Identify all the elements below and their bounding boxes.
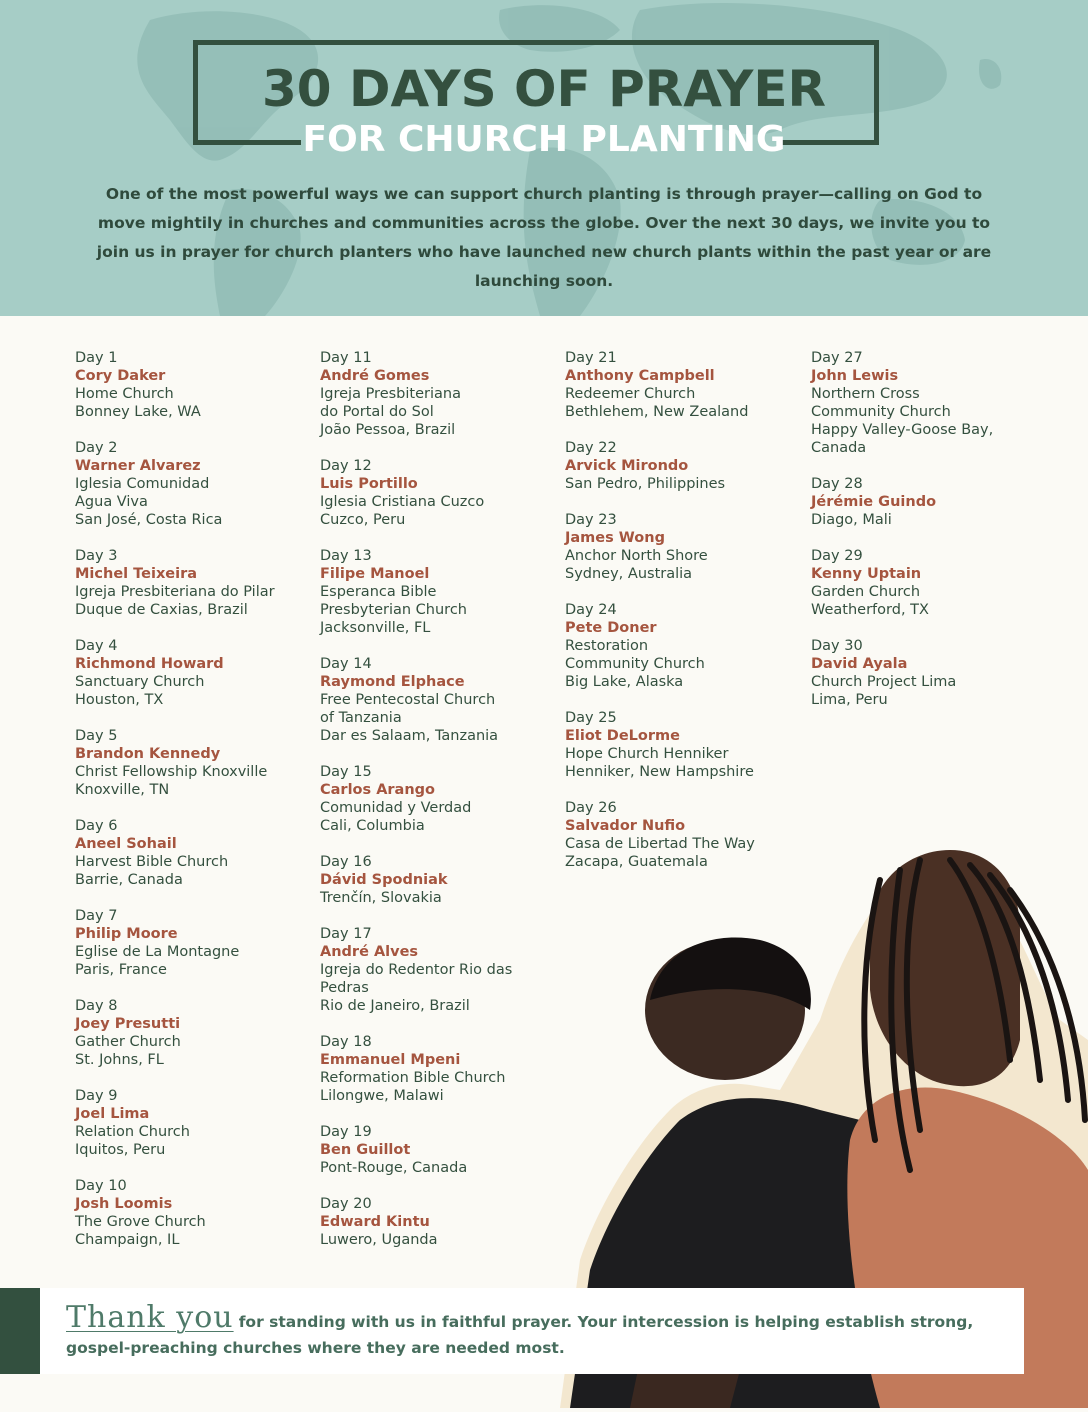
church-location: Pont-Rouge, Canada [320,1160,468,1176]
prayer-entry [811,349,1051,457]
church-name: Presbyterian Church [320,602,467,618]
prayer-day-label: Day 3 [75,548,118,564]
prayer-entry [320,457,560,529]
page-subtitle: FOR CHURCH PLANTING [302,119,786,160]
prayer-entry [75,907,315,979]
planter-name: Anthony Campbell [565,368,715,384]
planter-name: Joel Lima [75,1106,150,1122]
prayer-column-4 [811,349,1051,727]
prayer-day-label: Day 17 [320,926,372,942]
prayer-day-label: Day 8 [75,998,118,1014]
prayer-entry [565,439,805,493]
thanks-message: for standing with us in faithful prayer. Your intercession is helping establish strong, gospel-preaching churches where they are needed most. [66,1313,974,1357]
prayer-column-3 [565,349,805,889]
prayer-entry [75,349,315,421]
church-location: Weatherford, TX [811,602,929,618]
church-name: Redeemer Church [565,386,696,402]
prayer-entry [811,547,1051,619]
church-location: Zacapa, Guatemala [565,854,708,870]
church-name: Community Church [811,404,951,420]
church-name: Iglesia Cristiana Cuzco [320,494,485,510]
prayer-entry [75,817,315,889]
planter-name: Ben Guillot [320,1142,411,1158]
planter-name: Aneel Sohail [75,836,177,852]
church-location: Rio de Janeiro, Brazil [320,998,470,1014]
planter-name: Warner Alvarez [75,458,201,474]
prayer-column-1 [75,349,315,1267]
prayer-day-label: Day 19 [320,1124,372,1140]
prayer-entry [75,727,315,799]
church-location: Cali, Columbia [320,818,425,834]
church-name: Restoration [565,638,649,654]
planter-name: Richmond Howard [75,656,224,672]
church-location: Canada [811,440,867,456]
prayer-day-label: Day 29 [811,548,863,564]
church-location: Cuzco, Peru [320,512,406,528]
prayer-day-label: Day 16 [320,854,372,870]
prayer-entry [565,349,805,421]
planter-name: David Ayala [811,656,908,672]
planter-name: Luis Portillo [320,476,418,492]
prayer-entry [320,547,560,637]
planter-name: Michel Teixeira [75,566,198,582]
prayer-entry [75,439,315,529]
church-location: Houston, TX [75,692,164,708]
church-name: Pedras [320,980,369,996]
planter-name: André Alves [320,944,419,960]
church-location: Lima, Peru [811,692,888,708]
planter-name: Kenny Uptain [811,566,922,582]
church-name: Gather Church [75,1034,181,1050]
planter-name: Josh Loomis [75,1196,173,1212]
prayer-day-label: Day 23 [565,512,617,528]
church-location: San Pedro, Philippines [565,476,726,492]
church-location: Trenčín, Slovakia [320,890,442,906]
prayer-day-label: Day 18 [320,1034,372,1050]
prayer-entry [565,601,805,691]
church-name: do Portal do Sol [320,404,434,420]
prayer-entry [75,1177,315,1249]
prayer-day-label: Day 15 [320,764,372,780]
church-name: Free Pentecostal Church [320,692,496,708]
church-location: Big Lake, Alaska [565,674,684,690]
church-location: Diago, Mali [811,512,892,528]
church-location: João Pessoa, Brazil [320,422,456,438]
planter-name: Joey Presutti [75,1016,181,1032]
church-location: Luwero, Uganda [320,1232,438,1248]
church-name: Home Church [75,386,174,402]
church-location: St. Johns, FL [75,1052,164,1068]
prayer-entry [811,637,1051,709]
church-location: Henniker, New Hampshire [565,764,754,780]
church-name: Comunidad y Verdad [320,800,472,816]
church-name: Northern Cross [811,386,920,402]
planter-name: Pete Doner [565,620,657,636]
church-name: Igreja Presbiteriana do Pilar [75,584,275,600]
planter-name: Cory Daker [75,368,166,384]
church-name: Garden Church [811,584,921,600]
thanks-accent-bar [0,1288,40,1374]
planter-name: Jérémie Guindo [811,494,937,510]
church-location: Duque de Caxias, Brazil [75,602,248,618]
church-location: San José, Costa Rica [75,512,223,528]
thanks-script-heading: Thank you [66,1300,234,1335]
prayer-entry [320,655,560,745]
planter-name: Eliot DeLorme [565,728,680,744]
prayer-day-label: Day 20 [320,1196,372,1212]
prayer-day-label: Day 13 [320,548,372,564]
planter-name: André Gomes [320,368,430,384]
planter-name: Brandon Kennedy [75,746,221,762]
prayer-day-label: Day 25 [565,710,617,726]
church-name: Community Church [565,656,705,672]
church-name: Eglise de La Montagne [75,944,240,960]
church-name: Esperanca Bible [320,584,437,600]
church-name: Reformation Bible Church [320,1070,506,1086]
prayer-entry [565,511,805,583]
church-name: of Tanzania [320,710,402,726]
prayer-day-label: Day 24 [565,602,617,618]
church-name: Sanctuary Church [75,674,205,690]
church-name: Hope Church Henniker [565,746,729,762]
planter-name: Dávid Spodniak [320,872,448,888]
planter-name: Carlos Arango [320,782,436,798]
thanks-note [40,1288,1024,1374]
prayer-day-label: Day 22 [565,440,617,456]
prayer-entry [811,475,1051,529]
prayer-day-label: Day 11 [320,350,372,366]
church-name: Agua Viva [75,494,148,510]
planter-name: Salvador Nufio [565,818,686,834]
planter-name: Edward Kintu [320,1214,430,1230]
prayer-entry [320,763,560,835]
church-name: Christ Fellowship Knoxville [75,764,268,780]
prayer-day-label: Day 2 [75,440,118,456]
planter-name: John Lewis [811,368,899,384]
prayer-day-label: Day 12 [320,458,372,474]
planter-name: Raymond Elphace [320,674,465,690]
church-name: Casa de Libertad The Way [565,836,755,852]
prayer-entry [75,997,315,1069]
page-title: 30 DAYS OF PRAYER [261,60,826,118]
church-location: Bonney Lake, WA [75,404,201,420]
church-name: Igreja do Redentor Rio das [320,962,513,978]
church-location: Dar es Salaam, Tanzania [320,728,499,744]
prayer-day-label: Day 26 [565,800,617,816]
prayer-day-label: Day 30 [811,638,863,654]
church-location: Jacksonville, FL [320,620,431,636]
church-name: Igreja Presbiteriana [320,386,461,402]
church-name: Happy Valley-Goose Bay, [811,422,994,438]
prayer-day-label: Day 14 [320,656,372,672]
church-location: Champaign, IL [75,1232,180,1248]
prayer-day-label: Day 6 [75,818,118,834]
prayer-day-label: Day 7 [75,908,118,924]
prayer-day-label: Day 4 [75,638,118,654]
church-name: Anchor North Shore [565,548,708,564]
church-location: Lilongwe, Malawi [320,1088,444,1104]
prayer-entry [75,1087,315,1159]
prayer-entry [75,637,315,709]
prayer-day-label: Day 28 [811,476,863,492]
prayer-entry [75,547,315,619]
prayer-day-label: Day 9 [75,1088,118,1104]
church-name: The Grove Church [75,1214,206,1230]
church-name: Relation Church [75,1124,190,1140]
church-name: Church Project Lima [811,674,957,690]
church-location: Iquitos, Peru [75,1142,166,1158]
planter-name: Emmanuel Mpeni [320,1052,461,1068]
prayer-day-label: Day 5 [75,728,118,744]
prayer-day-label: Day 27 [811,350,863,366]
planter-name: Philip Moore [75,926,178,942]
planter-name: James Wong [565,530,665,546]
planter-name: Filipe Manoel [320,566,430,582]
church-name: Harvest Bible Church [75,854,229,870]
intro-paragraph: One of the most powerful ways we can support church planting is through prayer—calling on God to move mightily in churches and communities across the globe. Over the next 30 days, we invite you to join us in prayer for church planters who have launched new church plants within the past year or are launching soon. [96,185,992,290]
prayer-entry [320,349,560,439]
church-location: Bethlehem, New Zealand [565,404,749,420]
church-location: Paris, France [75,962,167,978]
church-name: Iglesia Comunidad [75,476,210,492]
header-banner [0,0,1088,316]
prayer-day-label: Day 10 [75,1178,127,1194]
church-location: Knoxville, TN [75,782,170,798]
prayer-day-label: Day 21 [565,350,617,366]
prayer-entry [565,709,805,781]
church-location: Sydney, Australia [565,566,693,582]
prayer-day-label: Day 1 [75,350,118,366]
church-location: Barrie, Canada [75,872,183,888]
planter-name: Arvick Mirondo [565,458,689,474]
